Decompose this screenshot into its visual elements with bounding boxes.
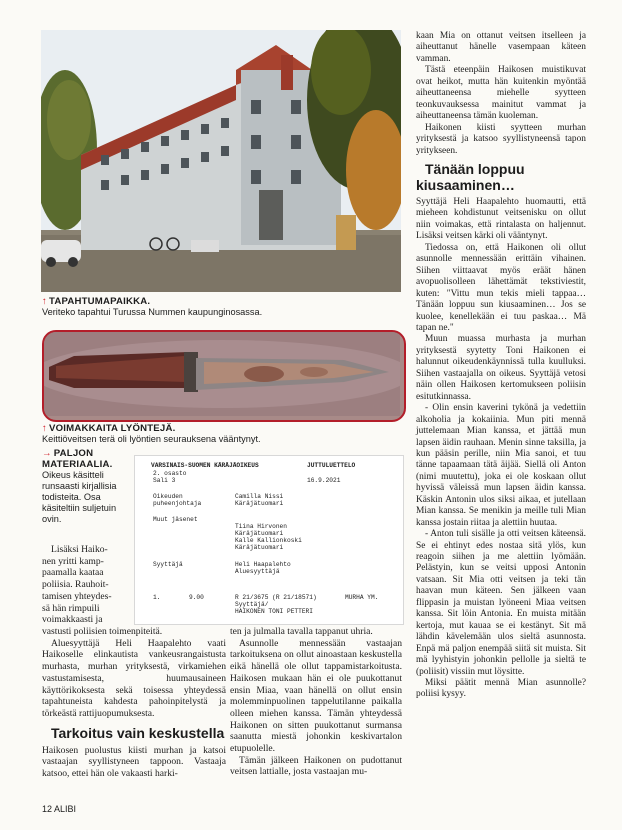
knife-photo — [42, 330, 406, 422]
paragraph: kaan Mia on ottanut veitsen itselleen ja aiheuttanut hänelle vasempaan käteen vamman. — [416, 31, 586, 64]
right-arrow-icon: → — [42, 448, 52, 459]
right-column — [416, 31, 586, 701]
paragraph: Miksi päätit mennä Mian asunnolle? poliisi kysyy. — [416, 678, 586, 700]
document-caption: → PALJON MATERIAALIA. Oikeus käsitteli runsaasti kirjallisia todisteita. Osa käsiteltiin suljetuin ovin. — [42, 448, 117, 524]
court-list-document: VARSINAIS-SUOMEN KÄRÄJÄOIKEUS JUTTULUETTELO 2. osasto Sali 3 16.9.2021 Oikeuden puheenjohtaja Camilla Nissi Käräjätuomari Muut jäsenet Tiina Hirvonen Käräjätuomari Kalle Kallionkoski Käräjätuomari Syyttäjä Heli Haapalehto Aluesyyttäjä 1. 9.00 R 21/3675 (R 21/18571) MURHA YM. Syyttäjä/ HAIKONEN TONI PETTERI — [134, 455, 404, 625]
paragraph: Haikosen puolustus kiisti murhan ja katsoi vastaajan syyllistyneen tappoon. Vastaaja katsoo, ettei hän ole vakaasti harki- — [42, 744, 226, 780]
subheading: Tänään loppuu kiusaaminen… — [416, 160, 525, 193]
paragraph: - Anton tuli sisälle ja otti veitsen käteensä. Se ei ehtinyt edes nostaa sitä ylös, kun reagoin siihen ja me alettiin lyömään. Pelästyin, kun se veitsi upposi Antonin vatsaan. Sit Mia otti veitsen ja teki tän haavan mun käteen. Sen jälkeen vaan flippasin ja muistan lyöneeni Miaa veitsen kanssa. Sit löin Antonia. En muista mitään kertoja, mut kauaa se ei kestänyt. Sit mä lähdin kävelemään ulos sieltä asunnosta. Enpä mä paljon enempää siitä sit muista. Sit mä lyyhistyin johonkin pellolle ja sieltä te (poliisit) vissiin mut löysitte. — [416, 529, 586, 677]
subheading: Tarkoitus vain keskustella — [51, 724, 225, 741]
paragraph: Syyttäjä Heli Haapalehto huomautti, että mieheen kohdistunut veitsenisku on ollut niin voimakas, että rintalasta on haljennut. Lisäksi veitsen kärki oli vääntynyt. — [416, 196, 586, 242]
page-number: 12 ALIBI — [42, 804, 77, 814]
paragraph: Tämän jälkeen Haikonen on pudottanut veitsen lattialle, josta vastaajan mu- — [230, 754, 402, 778]
up-arrow-icon: ↑ — [42, 296, 47, 307]
photo-caption — [42, 296, 402, 318]
left-column — [42, 626, 226, 780]
paragraph: ten ja julmalla tavalla tappanut uhria. — [230, 626, 373, 637]
paragraph: - Olin ensin kaverini tykönä ja vedettiin alkoholia ja kokaiinia. Mun piti mennä juttelemaan Mian kanssa, et jättää mun lapsen äidin rauhaan. Menin sinne taksilla, ja kun pääsin perille, niin Mia sanoi, et tuu tänne tapaamaan tätä äijää. Siellä oli Anton (nimi muutettu), joka ei ole koskaan ollut hyvissä väleissä mun lapsen äidin kanssa. Käskin Antonin ulos siksi aikaa, et jutellaan Mian kanssa. Se menikin ja meille tuli Mian kanssa jostain riitaa ja alettiin huutaa. — [416, 403, 586, 528]
caption-text: Keittiöveitsen terä oli lyöntien seurauksena vääntynyt. — [42, 434, 261, 444]
knife-caption — [42, 423, 402, 445]
caption-title: VOIMAKKAITA LYÖNTEJÄ. — [49, 423, 176, 434]
paragraph: Tästä eteenpäin Haikosen muistikuvat ovat heikot, mutta hän kuitenkin myöntää aiheuttaneensa miehelle syytteen teonkuvauksessa mainitut vammat ja aiheuttaneensa tämän kuoleman. — [416, 65, 586, 122]
crime-scene-photo — [41, 30, 401, 292]
up-arrow-icon: ↑ — [42, 423, 47, 434]
paragraph: Aluesyyttäjä Heli Haapalehto vaati Haikoselle elinkautista vankeusrangaistusta murhasta, murhan yrityksestä, virkamiehen vastustamisesta, huumausaineen käyttörikoksesta sekä toisessa yhteydessä tapahtuneista kahdesta pahoinpitelystä ja törkeästä rattijuopumuksesta. — [42, 637, 226, 719]
caption-title: TAPAHTUMAPAIKKA. — [49, 296, 151, 307]
middle-column — [230, 626, 402, 778]
paragraph: vastusti poliisien toimenpiteitä. — [42, 626, 163, 637]
left-wrap-text: Lisäksi Haiko- nen yritti kamp- paamalla kaataa poliisia. Rauhoit- tamisen yhteydes- sä hän rimpuili voimakkaasti ja — [42, 544, 112, 626]
paragraph: Haikonen kiisti syytteen murhan yrityksestä ja katsoo syyllistyneensä tapon yritykseen. — [416, 122, 586, 156]
caption-text: Veriteko tapahtui Turussa Nummen kaupunginosassa. — [42, 307, 263, 317]
paragraph: Tiedossa on, että Haikonen oli ollut asunnolle mennessään erittäin vihainen. Siihen viittaavat myös eräät hänen avopuolisolleen lähettämät tekstiviestit, kuten: "Vittu mun tekis mieli tappaa… Tänään loppuu sun kiusaaminen… Jos se kuolee, kenellekään ei tuu paskaa… Mä tapan ne." — [416, 242, 586, 333]
paragraph: Asunnolle mennessään vastaajan tarkoituksena on ollut ainoastaan keskustella eikä hänellä ole ollut tappamistarkoitusta. Haikosen mukaan hän ei ole puukottanut ensin Miaa, vaan hänellä on ollut ensin molemminpuolinen tappelutilanne paikalla olleen miehen kanssa. Tämän yhteydessä Haikonen on sitten puukottanut surmansa saanutta miestä johonkin keskivartalon etupuolelle. — [230, 637, 402, 755]
paragraph: Muun muassa murhasta ja murhan yrityksestä syytetty Toni Haikonen ei halunnut oikeudenkäynnissä tulla kuulluksi. Siihen vastaajalla on oikeus. Syyttäjä vetosi näin ollen Haikosen kertomukseen poliisin esitutkinnassa. — [416, 334, 586, 402]
